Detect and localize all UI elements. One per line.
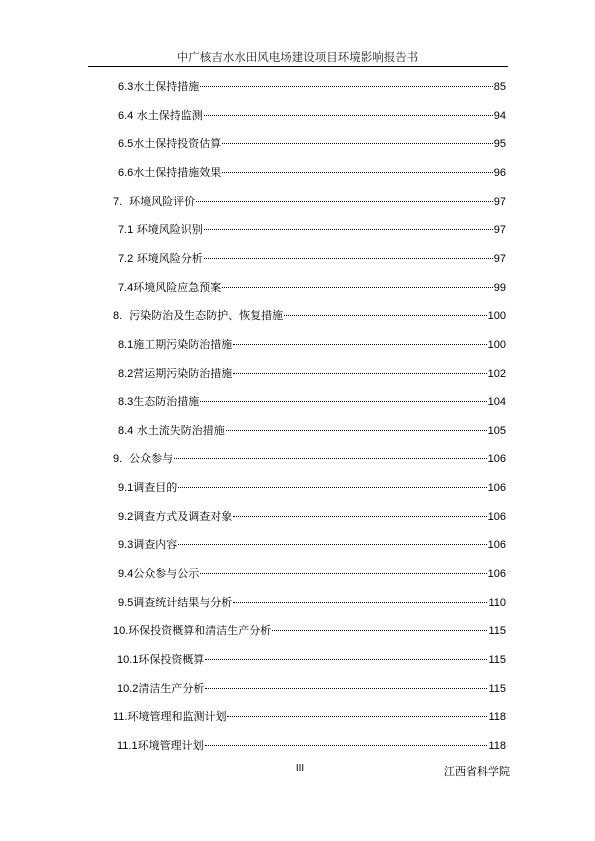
toc-entry-number: 9.4 <box>118 568 134 581</box>
toc-entry-page: 105 <box>487 424 506 437</box>
toc-entry[interactable] <box>118 537 506 553</box>
toc-entry-number: 8.1 <box>118 338 134 351</box>
toc-entry-label <box>118 108 203 124</box>
toc-entry-page: 106 <box>487 482 506 495</box>
toc-entry-title: 环境管理计划 <box>137 738 204 752</box>
toc-entry-label <box>118 280 221 296</box>
toc-entry-label <box>113 709 226 725</box>
toc-entry-label <box>118 165 221 181</box>
toc-entry[interactable] <box>113 709 506 725</box>
toc-dot-leader <box>200 401 486 402</box>
toc-entry-number: 7.2 <box>118 252 134 265</box>
toc-entry-number: 10. <box>113 625 129 638</box>
toc-entry[interactable] <box>113 194 506 210</box>
toc-entry-number: 10.1 <box>117 654 139 666</box>
toc-entry-number: 8. <box>113 310 123 323</box>
toc-entry-page: 85 <box>493 81 506 93</box>
toc-entry-title: 调查方式及调查对象 <box>133 509 233 523</box>
toc-entry-number: 9.5 <box>118 596 134 609</box>
toc-entry-label <box>118 79 199 95</box>
toc-entry[interactable] <box>117 681 506 697</box>
toc-entry-page: 110 <box>488 596 506 609</box>
toc-dot-leader <box>200 86 492 87</box>
toc-entry-page: 115 <box>488 682 506 695</box>
toc-entry-label <box>118 337 232 353</box>
toc-entry-label <box>118 480 177 496</box>
toc-entry[interactable] <box>118 366 506 382</box>
toc-dot-leader <box>227 716 487 717</box>
toc-entry-number: 6.4 <box>118 109 134 122</box>
toc-entry-label <box>118 222 203 238</box>
toc-entry-label <box>118 136 221 152</box>
toc-entry-title: 水土流失防治措施 <box>133 423 225 437</box>
toc-entry-page: 96 <box>493 166 506 179</box>
document-title: 中广核吉水水田风电场建设项目环境影响报告书 <box>176 50 419 64</box>
toc-entry[interactable] <box>118 79 506 95</box>
toc-dot-leader <box>205 659 487 660</box>
toc-entry-page: 115 <box>488 654 506 666</box>
footer-organization: 江西省科学院 <box>444 765 510 778</box>
toc-entry-title: 公众参与公示 <box>133 567 200 581</box>
toc-entry-number: 9. <box>113 453 123 466</box>
toc-entry-number: 7.4 <box>118 281 134 294</box>
toc-entry-label <box>117 652 204 668</box>
toc-entry-page: 118 <box>488 739 506 752</box>
toc-entry-label <box>117 681 204 697</box>
toc-entry-page: 100 <box>487 338 506 351</box>
toc-dot-leader <box>204 258 493 259</box>
toc-entry-title: 环境风险评价 <box>122 194 196 208</box>
toc-entry-title: 调查内容 <box>133 538 178 552</box>
toc-entry[interactable] <box>118 566 506 582</box>
toc-entry-page: 95 <box>493 138 506 151</box>
toc-entry-label <box>113 308 283 324</box>
toc-entry[interactable] <box>117 738 506 754</box>
toc-entry-page: 115 <box>488 625 506 638</box>
toc-dot-leader <box>233 516 486 517</box>
toc-entry[interactable] <box>118 280 506 296</box>
toc-entry[interactable] <box>118 136 506 152</box>
toc-dot-leader <box>205 745 488 746</box>
toc-dot-leader <box>272 630 487 631</box>
toc-entry-title: 清洁生产分析 <box>138 681 205 695</box>
toc-entry-title: 生态防治措施 <box>133 395 200 409</box>
toc-entry[interactable] <box>113 451 506 467</box>
toc-entry-label <box>113 623 271 639</box>
toc-entry-label <box>113 451 173 467</box>
toc-entry-label <box>113 194 195 210</box>
toc-dot-leader <box>233 373 486 374</box>
toc-entry-label <box>118 537 177 553</box>
toc-entry-page: 99 <box>493 281 506 294</box>
toc-entry-label <box>118 509 232 525</box>
toc-entry-label <box>118 423 225 439</box>
toc-entry-page: 102 <box>487 367 506 380</box>
toc-dot-leader <box>222 287 492 288</box>
toc-entry-number: 11. <box>113 711 128 724</box>
toc-entry[interactable] <box>118 165 506 181</box>
toc-entry-label <box>117 738 204 754</box>
toc-entry-title: 污染防治及生态防护、恢复措施 <box>122 309 284 323</box>
toc-entry-title: 水土保持监测 <box>133 108 203 122</box>
toc-dot-leader <box>178 487 486 488</box>
toc-entry-label <box>118 394 199 410</box>
toc-dot-leader <box>174 458 486 459</box>
toc-entry-page: 100 <box>487 310 506 323</box>
toc-dot-leader <box>233 602 487 603</box>
toc-entry-page: 106 <box>487 453 506 466</box>
toc-entry-page: 106 <box>487 539 506 552</box>
toc-dot-leader <box>222 143 492 144</box>
toc-entry-number: 6.3 <box>118 81 134 93</box>
toc-entry-page: 106 <box>487 568 506 581</box>
toc-entry[interactable] <box>118 423 506 439</box>
toc-dot-leader <box>233 344 486 345</box>
toc-entry-number: 8.3 <box>118 396 134 409</box>
toc-dot-leader <box>200 573 486 574</box>
toc-entry-page: 104 <box>487 396 506 409</box>
toc-entry-title: 调查目的 <box>133 481 178 495</box>
toc-entry-title: 调查统计结果与分析 <box>133 595 233 609</box>
toc-entry-title: 环境风险应急预案 <box>133 280 222 294</box>
toc-entry-number: 7. <box>113 195 123 208</box>
toc-entry[interactable] <box>118 480 506 496</box>
toc-entry-title: 公众参与 <box>122 452 174 466</box>
toc-entry[interactable] <box>113 308 506 324</box>
toc-entry-page: 97 <box>493 224 506 237</box>
toc-entry[interactable] <box>118 222 506 238</box>
toc-entry-number: 9.1 <box>118 482 134 495</box>
toc-entry-page: 94 <box>493 109 506 122</box>
toc-entry-page: 106 <box>487 510 506 523</box>
toc-entry-number: 6.5 <box>118 138 134 151</box>
toc-entry-label <box>118 566 199 582</box>
toc-entry-title: 水土保持投资估算 <box>133 137 222 151</box>
toc-entry-title: 环境管理和监测计划 <box>127 710 227 724</box>
toc-entry[interactable] <box>118 509 506 525</box>
toc-entry[interactable] <box>118 394 506 410</box>
toc-entry[interactable] <box>113 623 506 639</box>
toc-dot-leader <box>226 430 487 431</box>
toc-entry-title: 施工期污染防治措施 <box>133 337 233 351</box>
toc-entry-title: 环境风险分析 <box>133 251 203 265</box>
toc-dot-leader <box>204 115 493 116</box>
toc-entry-title: 环境风险识别 <box>133 223 203 237</box>
toc-entry-number: 10.2 <box>117 682 139 695</box>
toc-entry-title: 水土保持措施 <box>133 80 200 93</box>
toc-entry-number: 8.4 <box>118 424 134 437</box>
footer-page-number: III <box>295 763 305 774</box>
toc-dot-leader <box>204 229 493 230</box>
toc-entry-label <box>118 366 232 382</box>
toc-dot-leader <box>205 688 487 689</box>
toc-entry-page: 118 <box>488 711 506 724</box>
toc-dot-leader <box>284 315 486 316</box>
toc-entry-number: 9.2 <box>118 510 134 523</box>
toc-dot-leader <box>196 201 493 202</box>
toc-entry[interactable] <box>118 251 506 267</box>
toc-entry-number: 11.1 <box>117 739 138 752</box>
toc-entry-title: 环保投资概算和清洁生产分析 <box>128 624 272 638</box>
toc-entry-number: 9.3 <box>118 539 134 552</box>
toc-entry[interactable] <box>118 337 506 353</box>
toc-entry[interactable] <box>118 595 506 611</box>
toc-dot-leader <box>178 544 486 545</box>
toc-entry-number: 6.6 <box>118 166 134 179</box>
toc-entry-number: 7.1 <box>118 224 134 237</box>
toc-entry-page: 97 <box>493 252 506 265</box>
toc-entry-title: 水土保持措施效果 <box>133 165 222 179</box>
toc-entry-title: 营运期污染防治措施 <box>133 366 233 380</box>
toc-entry[interactable] <box>117 652 506 668</box>
toc-entry-label <box>118 251 203 267</box>
toc-dot-leader <box>222 172 492 173</box>
toc-entry[interactable] <box>118 108 506 124</box>
toc-entry-number: 8.2 <box>118 367 134 380</box>
toc-entry-label <box>118 595 232 611</box>
toc-entry-title: 环保投资概算 <box>138 653 205 666</box>
toc-entry-page: 97 <box>493 195 506 208</box>
